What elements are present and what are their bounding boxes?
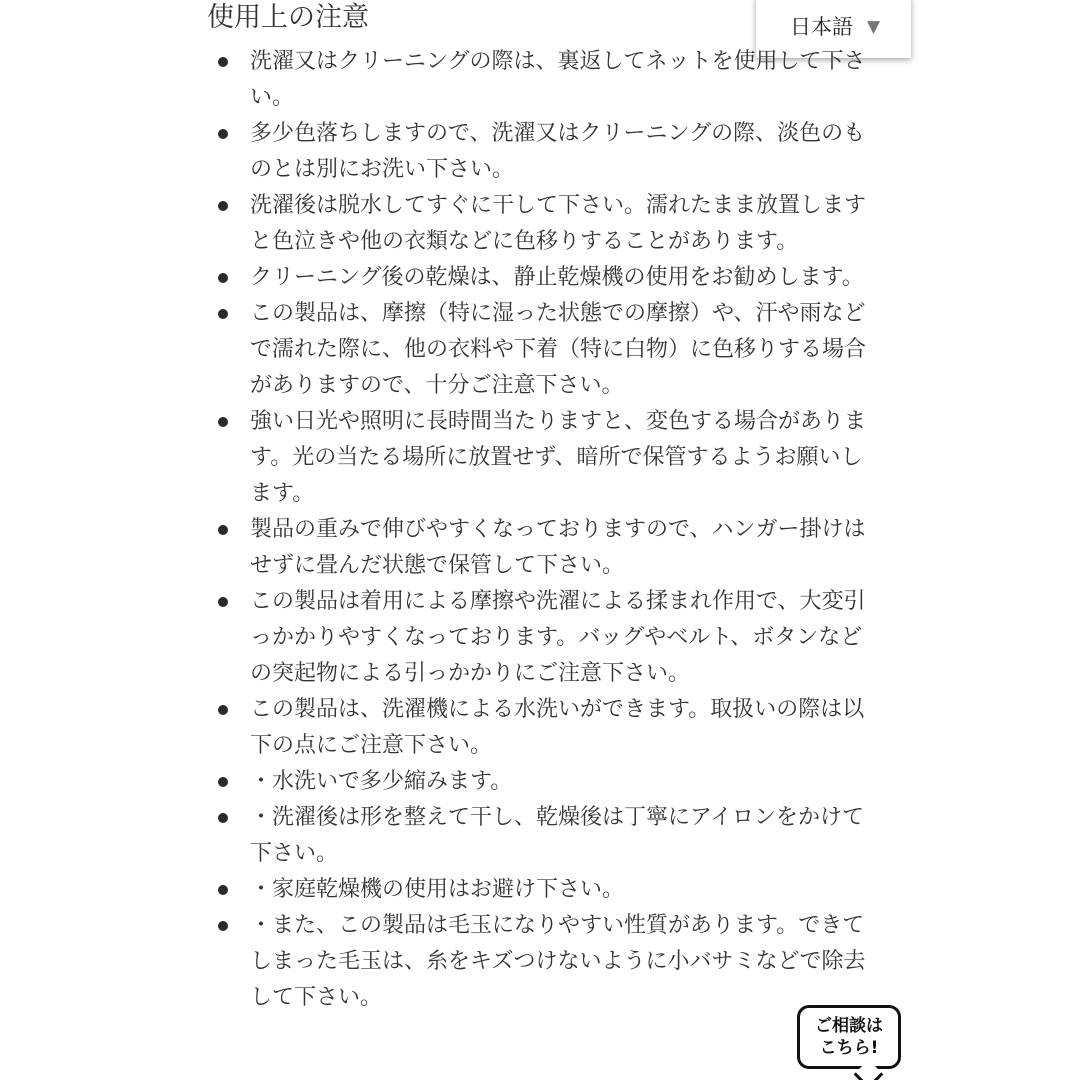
list-item bbox=[0, 296, 1080, 404]
triangle-down-icon: ▼ bbox=[867, 16, 881, 37]
list-item bbox=[0, 260, 1080, 296]
bullet-icon bbox=[218, 129, 228, 139]
list-item-text: ・洗濯後は形を整えて干し、乾燥後は丁寧にアイロンをかけて下さい。 bbox=[250, 805, 865, 866]
list-item bbox=[0, 800, 1080, 872]
bullet-icon bbox=[218, 57, 228, 67]
list-item-text: ・家庭乾燥機の使用はお避け下さい。 bbox=[250, 877, 625, 902]
list-item bbox=[0, 188, 1080, 260]
list-item-text: ・水洗いで多少縮みます。 bbox=[250, 769, 513, 794]
bullet-icon bbox=[218, 885, 228, 895]
list-item-text: クリーニング後の乾燥は、静止乾燥機の使用をお勧めします。 bbox=[250, 265, 864, 290]
list-item-text: この製品は、洗濯機による水洗いができます。取扱いの際は以下の点にご注意下さい。 bbox=[250, 697, 865, 758]
bullet-icon bbox=[218, 525, 228, 535]
bullet-icon bbox=[218, 921, 228, 931]
list-item bbox=[0, 44, 1080, 116]
bullet-icon bbox=[218, 309, 228, 319]
consult-chat-button[interactable] bbox=[797, 1005, 901, 1069]
list-item bbox=[0, 908, 1080, 1016]
bullet-icon bbox=[218, 417, 228, 427]
list-item bbox=[0, 584, 1080, 692]
consult-chat-label: ご相談は こちら! bbox=[815, 1016, 883, 1058]
list-item bbox=[0, 764, 1080, 800]
caution-list bbox=[0, 44, 1080, 1016]
page-title: 使用上の注意 bbox=[207, 2, 369, 33]
list-item-text: 多少色落ちしますので、洗濯又はクリーニングの際、淡色のものとは別にお洗い下さい。 bbox=[250, 121, 866, 182]
list-item bbox=[0, 404, 1080, 512]
list-item bbox=[0, 512, 1080, 584]
list-item-text: この製品は、摩擦（特に湿った状態での摩擦）や、汗や雨などで濡れた際に、他の衣料や下着（特に白物）に色移りする場合がありますので、十分ご注意下さい。 bbox=[250, 301, 867, 398]
bullet-icon bbox=[218, 273, 228, 283]
list-item bbox=[0, 692, 1080, 764]
language-select-value: 日本語 bbox=[790, 14, 853, 39]
list-item bbox=[0, 872, 1080, 908]
bullet-icon bbox=[218, 777, 228, 787]
list-item-text: この製品は着用による摩擦や洗濯による揉まれ作用で、大変引っかかりやすくなっております。バッグやベルト、ボタンなどの突起物による引っかかりにご注意下さい。 bbox=[250, 589, 866, 686]
bullet-icon bbox=[218, 705, 228, 715]
list-item-text: 製品の重みで伸びやすくなっておりますので、ハンガー掛けはせずに畳んだ状態で保管して下さい。 bbox=[250, 517, 866, 578]
list-item-text: 洗濯又はクリーニングの際は、裏返してネットを使用して下さい。 bbox=[250, 49, 866, 110]
list-item-text: 強い日光や照明に長時間当たりますと、変色する場合があります。光の当たる場所に放置せず、暗所で保管するようお願いします。 bbox=[250, 409, 867, 506]
bullet-icon bbox=[218, 813, 228, 823]
bullet-icon bbox=[218, 597, 228, 607]
bullet-icon bbox=[218, 201, 228, 211]
list-item-text: 洗濯後は脱水してすぐに干して下さい。濡れたまま放置しますと色泣きや他の衣類などに色移りすることがあります。 bbox=[250, 193, 867, 254]
list-item bbox=[0, 116, 1080, 188]
list-item-text: ・また、この製品は毛玉になりやすい性質があります。できてしまった毛玉は、糸をキズつけないように小バサミなどで除去して下さい。 bbox=[250, 913, 866, 1010]
